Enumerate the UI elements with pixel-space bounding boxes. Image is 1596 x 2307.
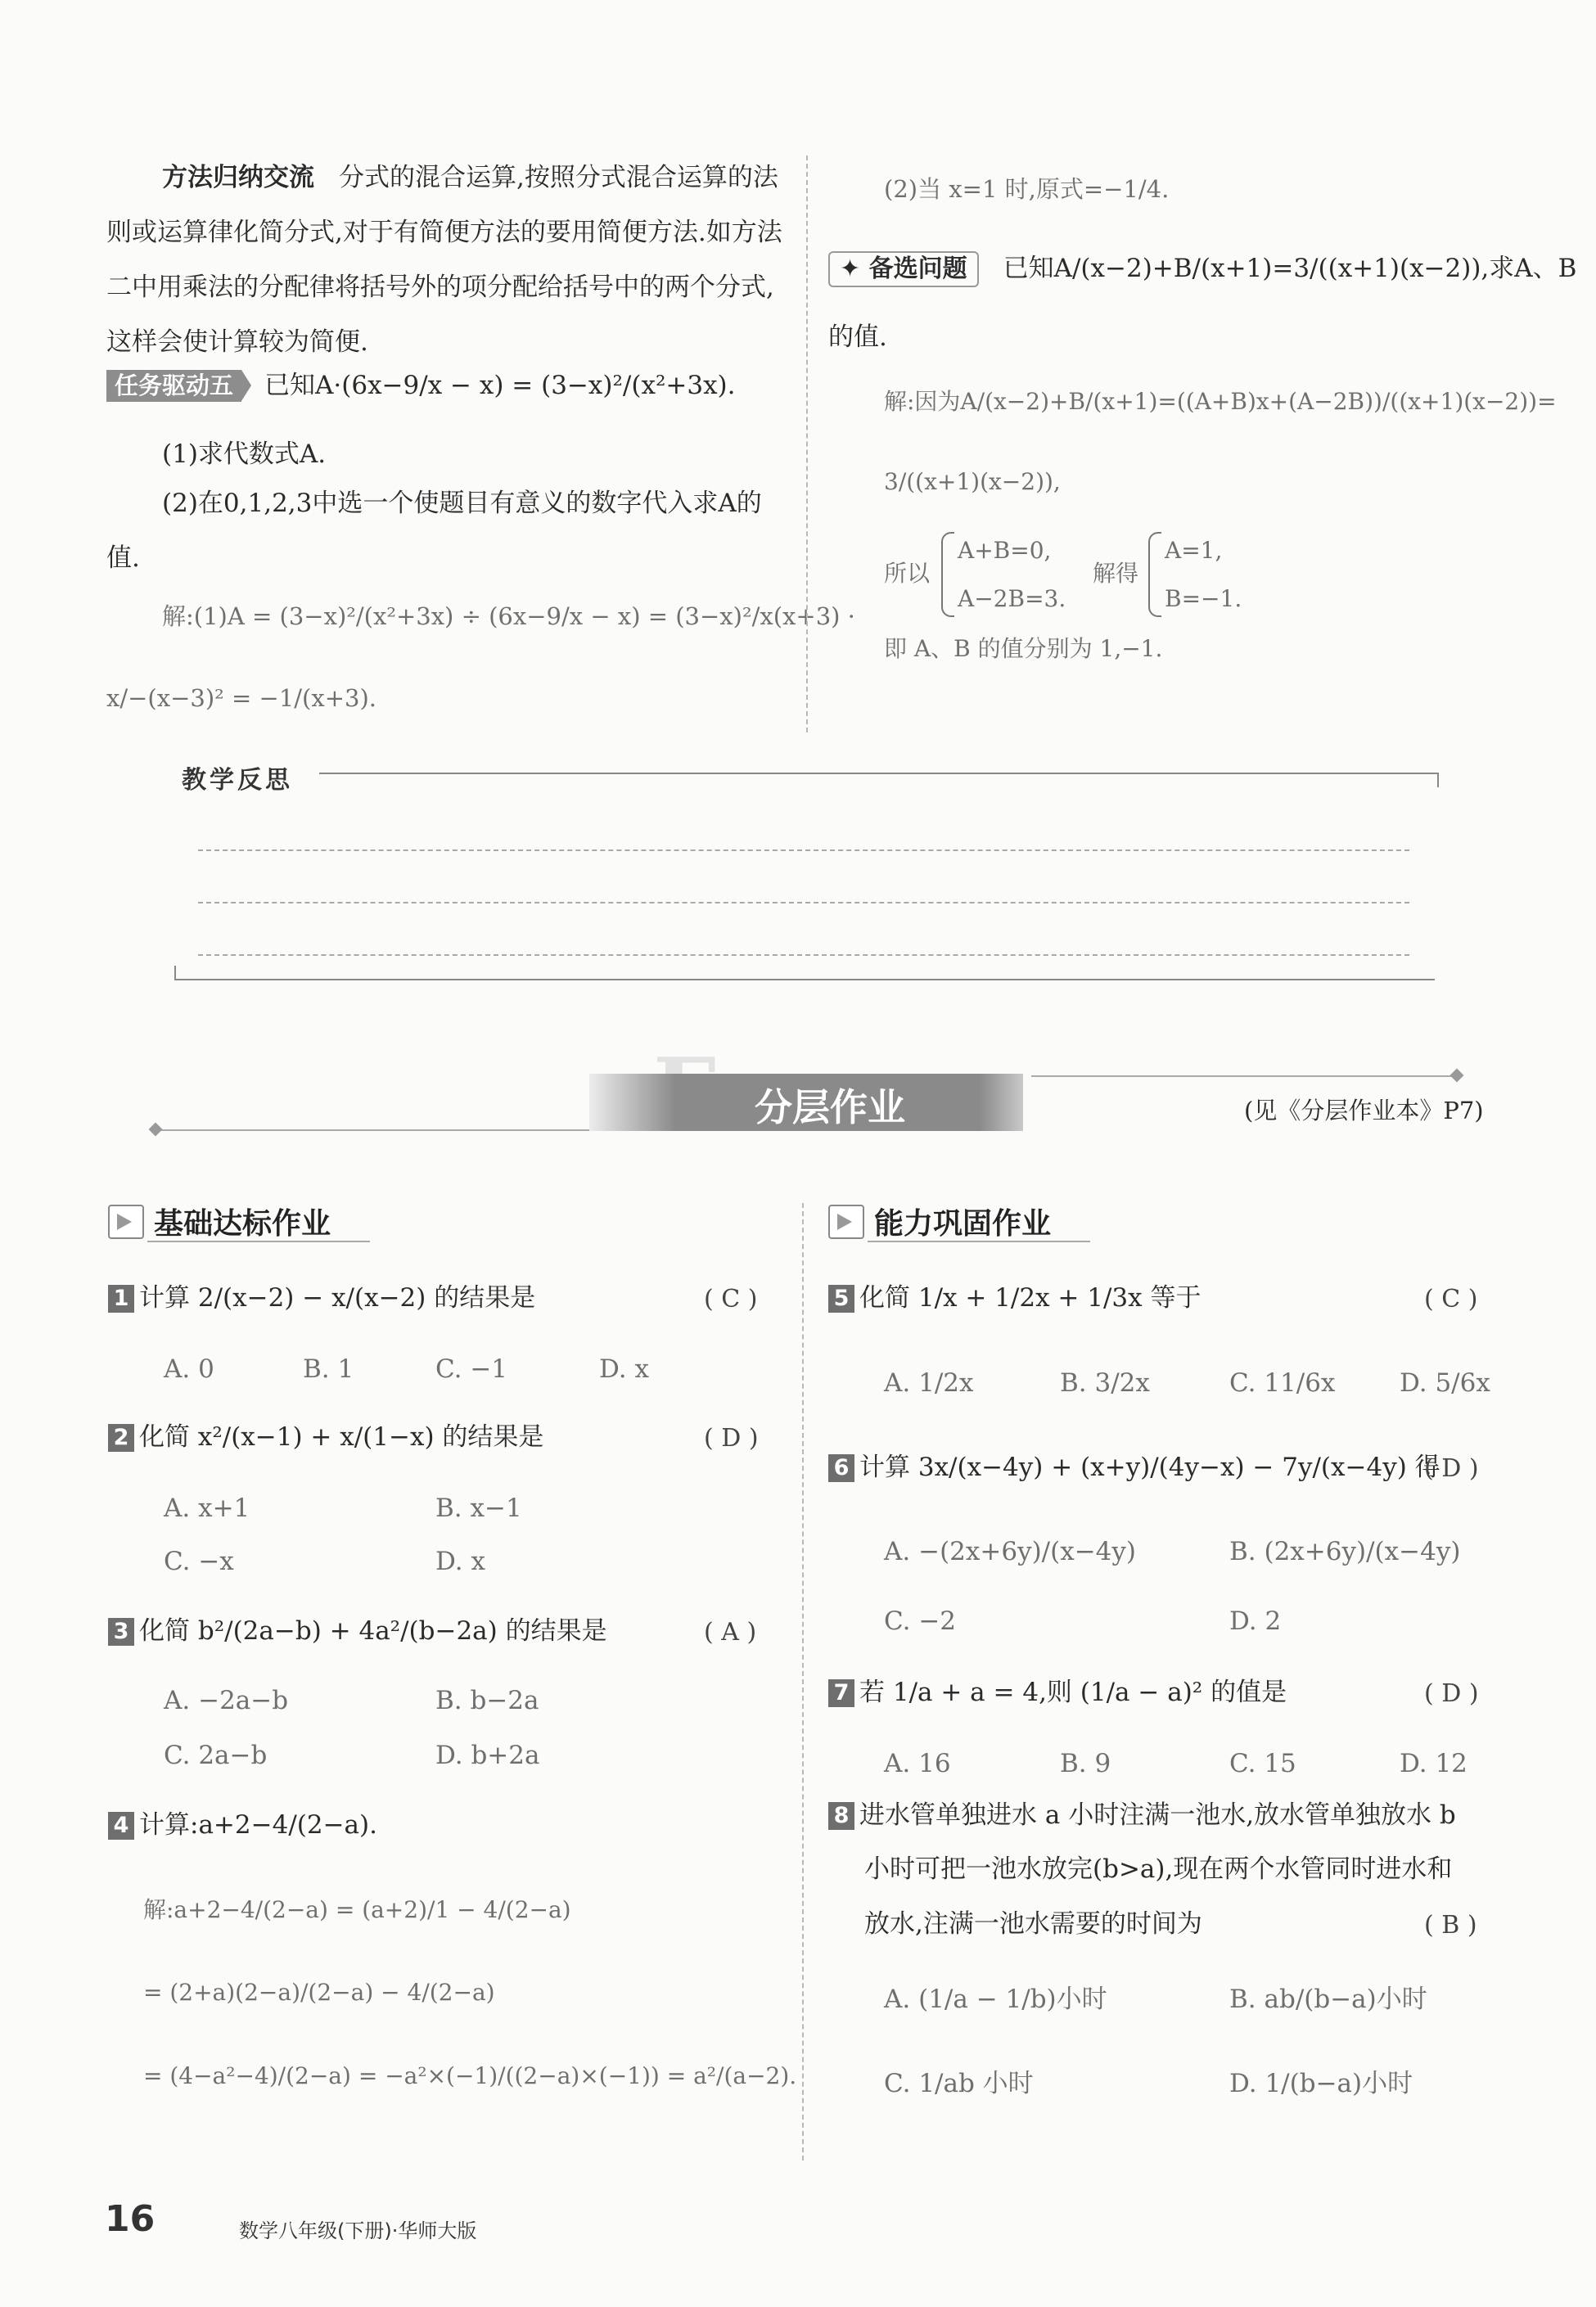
option-d: D. 1/(b−a)小时 bbox=[1229, 2069, 1413, 2098]
question-number: 8 bbox=[828, 1802, 854, 1830]
option-b: B. x−1 bbox=[435, 1494, 522, 1523]
reflection-line-1[interactable] bbox=[198, 849, 1409, 851]
question-number: 3 bbox=[108, 1618, 134, 1646]
task-driver bbox=[106, 370, 736, 402]
question-stem-line1: 进水管单独进水 a 小时注满一池水,放水管单独放水 b bbox=[859, 1800, 1456, 1830]
reflection-top-tick bbox=[1437, 773, 1439, 787]
question-8 bbox=[828, 1800, 1456, 1831]
option-c: C. 11/6x bbox=[1229, 1368, 1336, 1398]
left-brace-1 bbox=[941, 532, 954, 617]
backup-tag: ✦ 备选问题 bbox=[828, 251, 979, 287]
answer-bracket: ( A ) bbox=[704, 1618, 757, 1647]
option-a: A. −(2x+6y)/(x−4y) bbox=[884, 1537, 1137, 1566]
answer-bracket: ( C ) bbox=[1424, 1285, 1478, 1313]
option-d: D. 12 bbox=[1400, 1749, 1468, 1778]
question-7 bbox=[828, 1678, 1287, 1708]
band-right-line bbox=[1031, 1075, 1457, 1077]
task-q1: (1)求代数式A. bbox=[162, 439, 327, 469]
question-number: 1 bbox=[108, 1285, 134, 1313]
reflection-line-3[interactable] bbox=[198, 954, 1409, 956]
column-divider-top bbox=[806, 155, 808, 732]
band-left-line bbox=[156, 1129, 655, 1131]
task-tag: 任务驱动五 bbox=[106, 370, 241, 402]
option-d: D. 5/6x bbox=[1400, 1368, 1490, 1398]
reflection-line-2[interactable] bbox=[198, 902, 1409, 903]
question-stem: 若 1/a + a = 4,则 (1/a − a)² 的值是 bbox=[859, 1678, 1287, 1707]
ability-title-underline bbox=[868, 1241, 1090, 1242]
left-brace-2 bbox=[1148, 532, 1161, 617]
task-statement: 已知A·(6x−9/x − x) = (3−x)²/(x²+3x). bbox=[264, 370, 736, 400]
question-2 bbox=[108, 1422, 543, 1453]
system-res1: A=1, bbox=[1165, 537, 1223, 564]
solve-word: 解得 bbox=[1093, 560, 1139, 587]
question-number: 6 bbox=[828, 1454, 854, 1482]
basic-title-underline bbox=[147, 1241, 370, 1242]
question-number: 7 bbox=[828, 1679, 854, 1707]
system-eq2: A−2B=3. bbox=[958, 585, 1066, 612]
ability-section-header bbox=[828, 1201, 1051, 1242]
question-stem: 化简 x²/(x−1) + x/(1−x) 的结果是 bbox=[139, 1422, 544, 1452]
task-q2: (2)在0,1,2,3中选一个使题目有意义的数字代入求A的值. bbox=[106, 489, 762, 573]
task-solution-line2: x/−(x−3)² = −1/(x+3). bbox=[106, 684, 376, 712]
q4-solution-line2: = (2+a)(2−a)/(2−a) − 4/(2−a) bbox=[143, 1979, 495, 2006]
option-b: B. b−2a bbox=[435, 1686, 539, 1715]
option-b: B. 1 bbox=[303, 1354, 354, 1384]
band-title: 分层作业 bbox=[755, 1085, 905, 1129]
backup-statement-cont: 的值. bbox=[828, 322, 887, 352]
option-c: C. 2a−b bbox=[164, 1741, 268, 1770]
option-d: D. b+2a bbox=[435, 1741, 540, 1770]
band-reference: (见《分层作业本》P7) bbox=[1244, 1097, 1484, 1124]
option-c: C. −x bbox=[164, 1547, 234, 1576]
answer-bracket: ( D ) bbox=[704, 1424, 759, 1453]
book-title: 数学八年级(下册)·华师大版 bbox=[239, 2219, 477, 2242]
system-prefix: 所以 bbox=[884, 560, 931, 587]
backup-conclusion: 即 A、B 的值分别为 1,−1. bbox=[884, 635, 1163, 662]
option-d: D. x bbox=[435, 1547, 485, 1576]
question-number: 5 bbox=[828, 1285, 854, 1313]
option-a: A. (1/a − 1/b)小时 bbox=[884, 1985, 1107, 2014]
method-text: 分式的混合运算,按照分式混合运算的法则或运算律化简分式,对于有简便方法的要用简便方法.如方法二中用乘法的分配律将括号外的项分配给括号中的两个分式,这样会使计算较为简便. bbox=[106, 163, 782, 357]
question-5 bbox=[828, 1283, 1201, 1313]
question-number: 2 bbox=[108, 1424, 134, 1452]
question-stem: 计算 2/(x−2) − x/(x−2) 的结果是 bbox=[139, 1283, 536, 1313]
answer-bracket: ( D ) bbox=[1424, 1679, 1479, 1708]
arrow-right-icon bbox=[828, 1205, 864, 1239]
q4-solution-line3: = (4−a²−4)/(2−a) = −a²×(−1)/((2−a)×(−1)) = a²/(a−2). bbox=[143, 2062, 797, 2089]
reflection-title: 教学反思 bbox=[182, 766, 293, 795]
question-stem: 化简 b²/(2a−b) + 4a²/(b−2a) 的结果是 bbox=[139, 1616, 607, 1646]
arrow-right-icon bbox=[108, 1205, 144, 1239]
column-divider-bottom bbox=[802, 1203, 804, 2161]
ability-section-title: 能力巩固作业 bbox=[874, 1207, 1052, 1241]
option-a: A. 16 bbox=[884, 1749, 951, 1778]
method-title: 方法归纳交流 bbox=[162, 163, 314, 192]
option-b: B. 3/2x bbox=[1060, 1368, 1150, 1398]
option-d: D. x bbox=[599, 1354, 649, 1384]
option-b: B. (2x+6y)/(x−4y) bbox=[1229, 1537, 1461, 1566]
option-a: A. x+1 bbox=[164, 1494, 250, 1523]
band-right-diamond-icon bbox=[1450, 1069, 1464, 1083]
option-a: A. 0 bbox=[164, 1354, 214, 1384]
question-stem: 化简 1/x + 1/2x + 1/3x 等于 bbox=[859, 1283, 1202, 1313]
question-3 bbox=[108, 1616, 607, 1647]
option-c: C. 15 bbox=[1229, 1749, 1296, 1778]
q4-solution-line1: 解:a+2−4/(2−a) = (a+2)/1 − 4/(2−a) bbox=[143, 1896, 571, 1923]
answer-bracket: ( C ) bbox=[704, 1285, 758, 1313]
answer-bracket: ( B ) bbox=[1424, 1911, 1477, 1940]
option-b: B. ab/(b−a)小时 bbox=[1229, 1985, 1427, 2014]
option-b: B. 9 bbox=[1060, 1749, 1111, 1778]
basic-section-header bbox=[108, 1201, 331, 1242]
system-res2: B=−1. bbox=[1165, 585, 1242, 612]
option-a: A. −2a−b bbox=[164, 1686, 289, 1715]
question-1 bbox=[108, 1283, 535, 1313]
question-stem-line3: 放水,注满一池水需要的时间为 bbox=[864, 1909, 1202, 1939]
option-c: C. −2 bbox=[884, 1606, 957, 1636]
option-d: D. 2 bbox=[1229, 1606, 1282, 1636]
basic-section-title: 基础达标作业 bbox=[154, 1207, 331, 1241]
reflection-bottom-line bbox=[174, 979, 1435, 980]
backup-statement: 已知A/(x−2)+B/(x+1)=3/((x+1)(x−2)),求A、B bbox=[1003, 254, 1577, 284]
reflection-top-line bbox=[319, 773, 1439, 774]
option-a: A. 1/2x bbox=[884, 1368, 974, 1398]
solution-part2: (2)当 x=1 时,原式=−1/4. bbox=[884, 175, 1170, 203]
backup-question bbox=[828, 251, 1576, 287]
task-solution-line1: 解:(1)A = (3−x)²/(x²+3x) ÷ (6x−9/x − x) = (3−x)²/x(x+3) · bbox=[162, 602, 855, 630]
question-stem-line2: 小时可把一池水放完(b>a),现在两个水管同时进水和 bbox=[864, 1854, 1453, 1884]
question-stem: 计算:a+2−4/(2−a). bbox=[139, 1810, 377, 1840]
tag-arrow-icon bbox=[241, 370, 251, 401]
question-6 bbox=[828, 1453, 1440, 1483]
system-eq1: A+B=0, bbox=[958, 537, 1052, 564]
method-paragraph bbox=[106, 151, 786, 370]
backup-solution-b: 3/((x+1)(x−2)), bbox=[884, 468, 1061, 495]
page-number: 16 bbox=[105, 2198, 156, 2240]
question-4 bbox=[108, 1810, 377, 1841]
band-left-diamond-icon bbox=[149, 1123, 163, 1137]
option-c: C. 1/ab 小时 bbox=[884, 2069, 1034, 2098]
backup-solution-a: 解:因为A/(x−2)+B/(x+1)=((A+B)x+(A−2B))/((x+1)(x−2))= bbox=[884, 388, 1557, 415]
option-c: C. −1 bbox=[435, 1354, 508, 1384]
question-number: 4 bbox=[108, 1812, 134, 1840]
answer-bracket: ( D ) bbox=[1424, 1454, 1479, 1483]
question-stem: 计算 3x/(x−4y) + (x+y)/(4y−x) − 7y/(x−4y) 得 bbox=[859, 1453, 1440, 1482]
